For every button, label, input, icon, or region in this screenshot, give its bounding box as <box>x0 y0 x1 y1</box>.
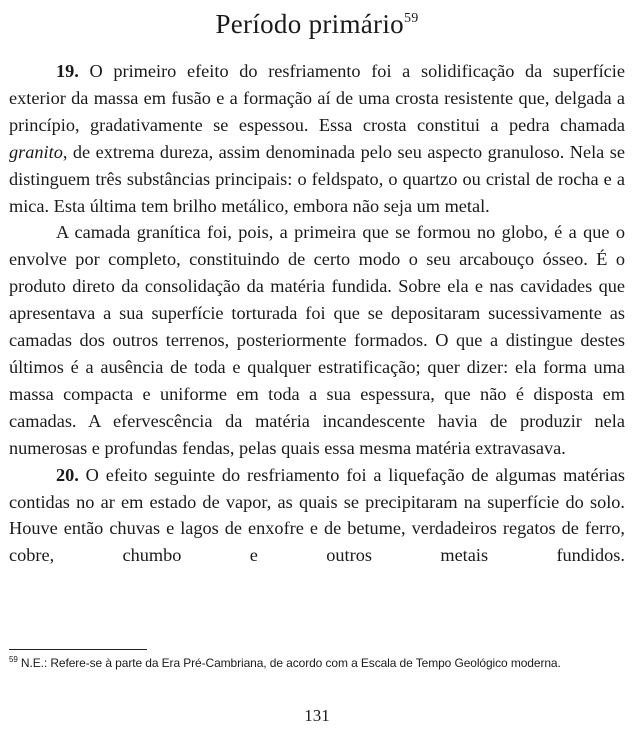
page-number: 131 <box>304 706 330 725</box>
paragraph-text: A camada granítica foi, pois, a primeira que se formou no globo, é a que o envolve por completo, constituindo de certo modo o seu arcabouço ósseo. É o produto direto da consolidação da matéria fundida. Sobre ela e nas cavidades que apresentava a sua superfície torturada foi que se depositaram sucessivamente as camadas dos outros terrenos, posteriormente formados. O que a distingue destes últimos é a ausência de toda e qualquer estratificação; quer dizer: ela forma uma massa compacta e uniforme em toda a sua espessura, que não é disposta em camadas. A efervescência da matéria incandescente havia de produzir nela numerosas e profundas fendas, pelas quais essa mesma matéria extravasava. <box>9 222 625 458</box>
paragraph-number: 19. <box>56 61 79 81</box>
body-text <box>9 58 625 569</box>
footnote-text: N.E.: Refere-se à parte da Era Pré-Cambriana, de acordo com a Escala de Tempo Geológico moderna. <box>17 656 561 670</box>
paragraph-text: O primeiro efeito do resfriamento foi a solidificação da superfície exterior da massa em fusão e a formação aí de uma crosta resistente que, delgada a princípio, gradativamente se espessou. Essa crosta constitui a pedra chamada <box>9 61 625 135</box>
paragraph-text: O efeito seguinte do resfriamento foi a liquefação de algumas matérias contidas no ar em estado de vapor, as quais se precipitaram na superfície do solo. Houve então chuvas e lagos de enxofre e de betume, verdadeiros regatos de ferro, cobre, chumbo e outros metais fundidos. <box>9 464 625 566</box>
paragraph-19 <box>9 58 625 219</box>
paragraph-granite-layer <box>9 219 625 461</box>
paragraph-text: , de extrema dureza, assim denominada pelo seu aspecto granuloso. Nela se distinguem três substâncias principais: o feldspato, o quartzo ou cristal de rocha e a mica. Esta última tem brilho metálico, embora não seja um metal. <box>9 141 625 216</box>
page-title <box>0 9 634 40</box>
footnote-marker: 59 <box>9 655 18 664</box>
footnote <box>9 656 625 670</box>
italic-term: granito <box>9 141 63 162</box>
page-title-text: Período primário <box>215 9 404 39</box>
paragraph-number: 20. <box>56 464 79 485</box>
paragraph-20 <box>9 462 625 570</box>
footnote-divider <box>9 649 147 650</box>
footnote-reference: 59 <box>403 11 419 26</box>
